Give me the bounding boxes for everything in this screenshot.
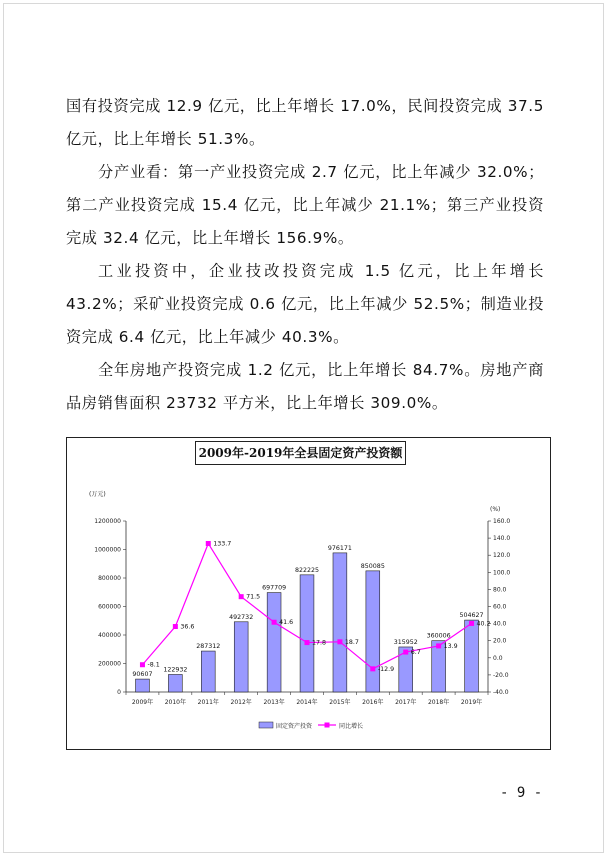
- growth-point: [337, 639, 342, 644]
- bar: [136, 679, 150, 692]
- x-axis-tick-label: 2011年: [197, 699, 219, 706]
- right-axis-unit-label: (%): [490, 506, 501, 513]
- growth-point: [469, 621, 474, 626]
- bar-data-label: 976171: [327, 544, 352, 552]
- page-number: - 9 -: [500, 785, 543, 801]
- x-axis-tick-label: 2014年: [296, 699, 318, 706]
- bar: [366, 571, 380, 692]
- left-axis-tick-label: 600000: [98, 603, 121, 611]
- x-axis-tick-label: 2009年: [131, 699, 154, 706]
- left-axis-tick-label: 1000000: [94, 546, 121, 554]
- x-axis-tick-label: 2010年: [164, 699, 187, 706]
- growth-data-label: 6.7: [410, 649, 421, 657]
- right-axis-tick-label: 0.0: [493, 654, 503, 662]
- growth-data-label: 17.8: [312, 639, 327, 647]
- right-axis-tick-label: 20.0: [493, 637, 507, 645]
- growth-data-label: 36.6: [180, 623, 195, 631]
- bar: [234, 622, 248, 692]
- right-axis-tick-label: -20.0: [493, 671, 509, 679]
- growth-data-label: 133.7: [213, 540, 232, 548]
- bar: [168, 674, 182, 692]
- bar-data-label: 492732: [229, 613, 254, 621]
- growth-point: [370, 666, 375, 671]
- bar-data-label: 122932: [163, 666, 188, 674]
- growth-data-label: 18.7: [344, 638, 359, 646]
- bar-data-label: 287312: [196, 643, 221, 651]
- growth-data-label: -12.9: [377, 665, 395, 673]
- right-axis-tick-label: 80.0: [493, 586, 507, 594]
- left-axis-unit-label: (万元): [89, 491, 106, 498]
- growth-data-label: 40.2: [476, 620, 491, 628]
- growth-point: [403, 650, 408, 655]
- bar-data-label: 850085: [360, 562, 385, 570]
- left-axis-tick-label: 200000: [98, 660, 121, 668]
- right-axis-tick-label: 160.0: [493, 518, 511, 525]
- right-axis-tick-label: 60.0: [493, 603, 507, 611]
- growth-data-label: 41.6: [279, 619, 294, 627]
- growth-point: [173, 624, 178, 629]
- left-axis-tick-label: 400000: [98, 632, 121, 639]
- legend-line-marker: [325, 723, 330, 728]
- bar-data-label: 90607: [132, 671, 153, 679]
- growth-point: [436, 643, 441, 648]
- x-axis-tick-label: 2012年: [230, 699, 252, 706]
- x-axis-tick-label: 2015年: [329, 699, 351, 706]
- bar-data-label: 504627: [459, 612, 484, 620]
- growth-point: [305, 640, 310, 645]
- growth-data-label: 71.5: [246, 593, 261, 601]
- x-axis-tick-label: 2019年: [460, 699, 483, 706]
- left-axis-tick-label: 0: [117, 689, 121, 696]
- x-axis-tick-label: 2016年: [362, 699, 384, 706]
- bar-data-label: 697709: [262, 584, 287, 592]
- bar: [267, 593, 281, 692]
- left-axis-tick-label: 800000: [98, 575, 121, 582]
- bar: [300, 575, 314, 692]
- legend-bar-label: 固定资产投资: [276, 723, 313, 730]
- left-axis-tick-label: 1200000: [94, 518, 121, 525]
- bar: [201, 651, 215, 692]
- x-axis-tick-label: 2017年: [395, 699, 417, 706]
- legend-line-label: 同比增长: [339, 723, 364, 730]
- growth-point: [206, 541, 211, 546]
- right-axis-tick-label: 120.0: [493, 552, 511, 560]
- paragraph-industry: 分产业看：第一产业投资完成 2.7 亿元，比上年减少 32.0%；第二产业投资完成 15.4 亿元，比上年减少 21.1%；第三产业投资完成 32.4 亿元，比上年增长 156.9%。: [66, 163, 544, 247]
- bar: [333, 553, 347, 692]
- x-axis-tick-label: 2013年: [263, 699, 285, 706]
- paragraph-real-estate: 全年房地产投资完成 1.2 亿元，比上年增长 84.7%。房地产商品房销售面积 23732 平方米，比上年增长 309.0%。: [66, 361, 544, 412]
- right-axis-tick-label: 40.0: [493, 620, 507, 628]
- bar-data-label: 360006: [426, 632, 451, 640]
- bar: [465, 620, 479, 692]
- paragraph-investment-type: 国有投资完成 12.9 亿元，比上年增长 17.0%，民间投资完成 37.5 亿元，比上年增长 51.3%。: [66, 97, 544, 148]
- paragraph-industrial-investment: 工业投资中，企业技改投资完成 1.5 亿元，比上年增长 43.2%；采矿业投资完成 0.6 亿元，比上年减少 52.5%；制造业投资完成 6.4 亿元，比上年减少 40.3%。: [66, 262, 544, 346]
- bar-data-label: 822225: [294, 566, 320, 574]
- growth-data-label: -8.1: [147, 661, 160, 669]
- legend-bar-swatch: [259, 722, 273, 728]
- growth-point: [239, 594, 244, 599]
- growth-data-label: 13.9: [443, 642, 458, 650]
- right-axis-tick-label: 140.0: [493, 535, 511, 543]
- x-axis-tick-label: 2018年: [427, 699, 450, 706]
- right-axis-tick-label: -40.0: [493, 689, 509, 696]
- right-axis-tick-label: 100.0: [493, 569, 511, 577]
- bar-data-label: 315952: [393, 638, 418, 646]
- growth-point: [272, 620, 277, 625]
- growth-point: [140, 662, 145, 667]
- chart-title: 2009年-2019年全县固定资产投资额: [195, 441, 406, 465]
